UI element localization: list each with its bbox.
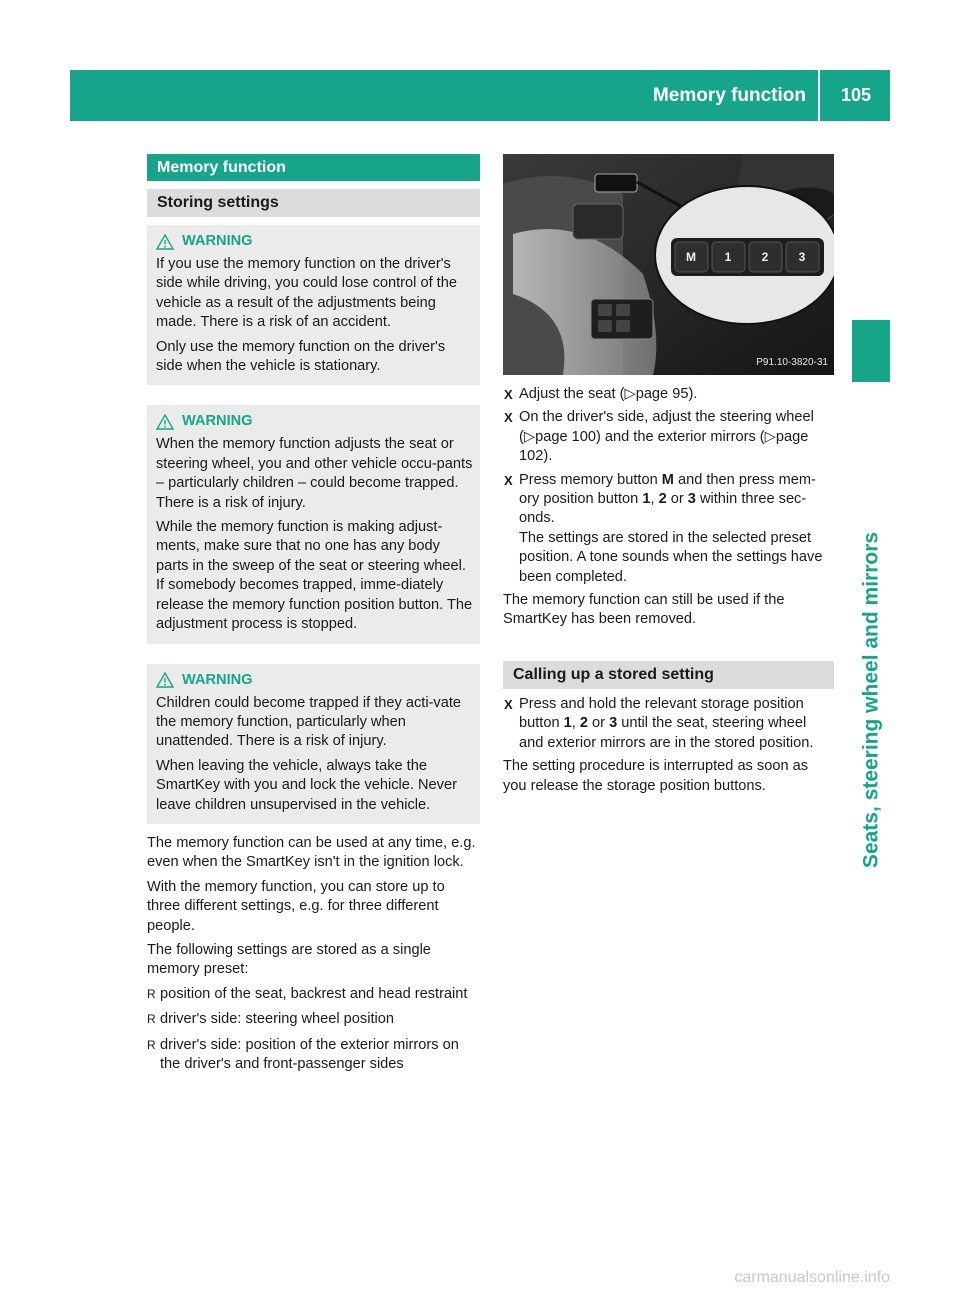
page-number: 105: [840, 85, 872, 105]
warning-text: While the memory function is making adjust-ments, make sure that no one has any body parts in the sweep of the seat or steering wheel. If somebody becomes trapped, imme-diately release the memory function position button. The adjustment process is stopped.: [156, 519, 473, 633]
step-text: On the driver's side, adjust the steering wheel (: [519, 409, 814, 445]
memory-button-1: 1: [724, 250, 732, 264]
step-marker: X: [504, 387, 513, 402]
list-item-text: driver's side: position of the exterior mirrors on the driver's and front-passenger sides: [160, 1036, 459, 1072]
watermark: carmanualsonline.info: [734, 1269, 890, 1286]
step-text: page 102).: [519, 428, 809, 465]
list-item-text: driver's side: steering wheel position: [160, 1011, 394, 1028]
warning-text: If you use the memory function on the driver's side while driving, you could lose control of the vehicle as a result of the adjustments being made. There is a risk of an accident.: [156, 256, 457, 331]
step-text: or: [588, 715, 610, 732]
step-marker: X: [504, 410, 513, 426]
warning-heading: [156, 231, 473, 252]
step-marker: X: [504, 472, 513, 488]
bullet-marker: R: [147, 1012, 156, 1027]
button-ref-2: 2: [579, 715, 588, 732]
body-paragraph: The following settings are stored as a single memory preset:: [147, 941, 431, 978]
warning-box: [147, 225, 480, 385]
step-text: page 95).: [635, 386, 698, 402]
list-item: [147, 1036, 480, 1075]
left-column: [147, 154, 480, 1080]
warning-text: When leaving the vehicle, always take the SmartKey with you and lock the vehicle. Never leave children unsupervised in the vehicle.: [156, 757, 457, 813]
chapter-label-text: Seats, steering wheel and mirrors: [859, 531, 883, 869]
warning-title: WARNING: [182, 233, 253, 249]
bullet-marker: R: [147, 1037, 156, 1052]
step-text: Press memory button: [519, 471, 662, 488]
memory-button-m: M: [686, 250, 696, 264]
list-item: [147, 985, 480, 1004]
right-column: [503, 154, 834, 801]
warning-text: Children could become trapped if they acti-vate the memory function, particularly when unattended. There is a risk of injury.: [156, 694, 462, 750]
step-text: page 100) and the exterior mirrors (: [535, 428, 765, 445]
step-text: until the seat, steering wheel and exterior mirrors are in the stored position.: [519, 715, 814, 751]
page-ref-icon: ▷: [764, 428, 776, 445]
warning-box: [147, 405, 480, 643]
warning-heading: [156, 411, 473, 432]
bullet-marker: R: [147, 986, 156, 1001]
chapter-tab: [852, 320, 890, 382]
step-text: Press and hold the relevant storage position button: [519, 695, 804, 732]
button-ref-3: 3: [609, 715, 618, 732]
button-ref-3: 3: [687, 491, 696, 508]
warning-title: WARNING: [182, 413, 253, 430]
warning-text: When the memory function adjusts the seat or steering wheel, you and other vehicle occu-pants – particularly children – could become trapped. There is a risk of injury.: [156, 436, 473, 511]
step-text: within three sec-onds.: [519, 491, 807, 527]
header-bar: [70, 70, 890, 121]
memory-button-3: 3: [798, 250, 806, 264]
step-item: [503, 695, 834, 753]
body-paragraph: The setting procedure is interrupted as soon as you release the storage position buttons.: [503, 758, 809, 794]
warning-box: [147, 664, 480, 824]
step-result: The settings are stored in the selected preset position. A tone sounds when the settings have been completed.: [519, 529, 823, 585]
page-ref-icon: ▷: [624, 386, 636, 402]
header-title: Memory function: [653, 70, 820, 121]
step-text: and then press mem-ory position button: [519, 471, 816, 508]
step-text: or: [666, 491, 688, 508]
step-item: [503, 385, 834, 404]
step-item: [503, 471, 834, 587]
step-marker: X: [504, 696, 513, 712]
step-text: Adjust the seat (: [519, 386, 625, 402]
door-panel-illustration: [503, 154, 834, 375]
body-paragraph: The memory function can still be used if the SmartKey has been removed.: [503, 592, 785, 628]
step-text: ,: [571, 715, 580, 732]
warning-heading: [156, 670, 473, 691]
photo-code: P91.10-3820-31: [756, 356, 828, 368]
button-ref-2: 2: [658, 491, 667, 508]
section-title: Memory function: [147, 154, 480, 181]
warning-triangle-icon: [156, 414, 174, 430]
button-ref-m: M: [661, 471, 674, 488]
warning-text: Only use the memory function on the driver's side when the vehicle is stationary.: [156, 338, 446, 375]
list-item-text: position of the seat, backrest and head restraint: [160, 985, 468, 1002]
subsection-title: Storing settings: [147, 189, 480, 217]
warning-triangle-icon: [156, 672, 174, 688]
memory-button-2: 2: [761, 250, 769, 264]
door-panel-photo: [503, 154, 834, 375]
step-item: [503, 408, 834, 466]
body-paragraph: With the memory function, you can store up to three different settings, e.g. for three different people.: [147, 878, 445, 934]
button-ref-1: 1: [563, 715, 572, 732]
warning-title: WARNING: [182, 671, 253, 688]
step-text: ,: [650, 491, 659, 508]
warning-triangle-icon: [156, 234, 174, 250]
body-paragraph: The memory function can be used at any time, e.g. even when the SmartKey isn't in the ignition lock.: [147, 834, 476, 871]
subsection-title: Calling up a stored setting: [503, 661, 834, 689]
list-item: [147, 1010, 480, 1029]
button-ref-1: 1: [642, 491, 651, 508]
page-ref-icon: ▷: [523, 428, 536, 445]
